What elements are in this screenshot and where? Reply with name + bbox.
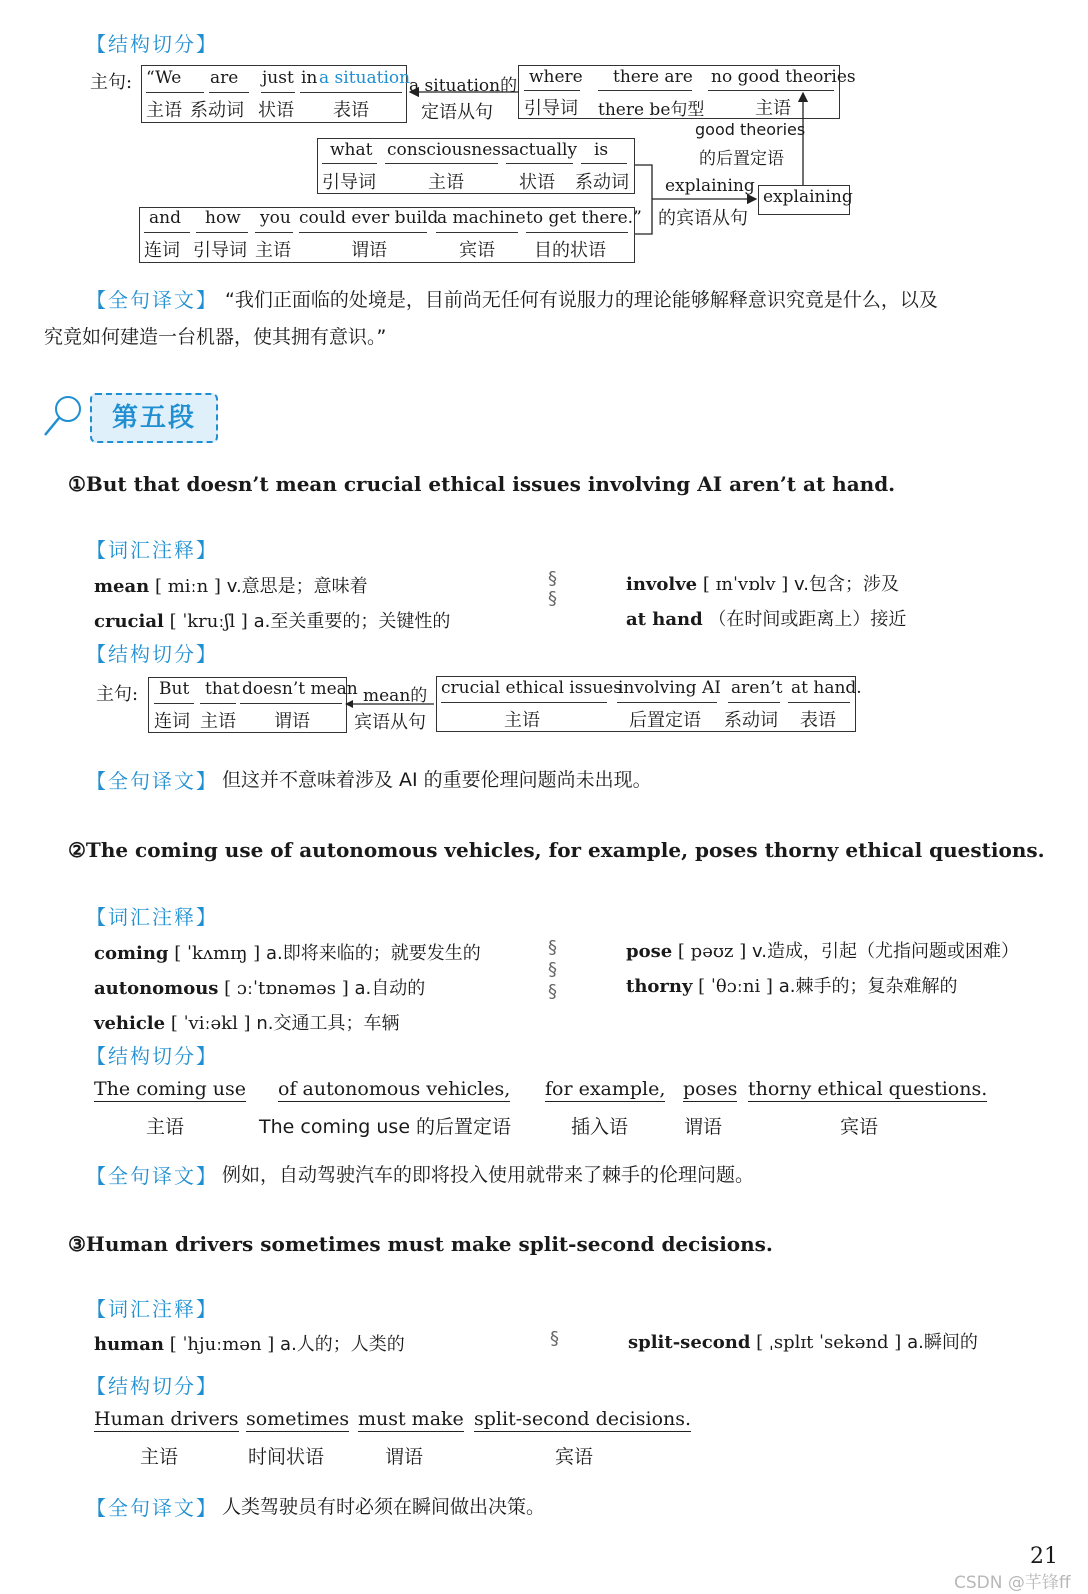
label-subject: 主语: [428, 172, 464, 193]
word-crucial-ethical-issues: crucial ethical issues: [441, 678, 622, 698]
part-label: 主语: [146, 1116, 185, 1138]
label-predicative: 表语: [333, 100, 369, 121]
word-and: and: [149, 208, 181, 228]
vocab-def: v.造成，引起（尤指问题或困难）: [751, 941, 1019, 962]
label-purpose-adverbial: 目的状语: [534, 240, 606, 261]
vocab-item: [94, 1009, 399, 1035]
vocab-item: [626, 937, 1019, 963]
label-conjunction: 连词: [154, 711, 190, 732]
translation-label: 【全句译文】: [86, 288, 218, 312]
vocab-word: at hand: [626, 609, 703, 630]
vocab-ipa: [ miːn ]: [154, 576, 221, 597]
word-a-situation: a situation: [319, 68, 411, 88]
underline: [200, 703, 236, 704]
part-text: for example,: [545, 1078, 666, 1100]
vocab-ipa: [ ˈkruːʃl ]: [169, 611, 248, 632]
vocab-ipa: [ ɪnˈvɒlv ]: [702, 574, 789, 595]
underline: [617, 702, 717, 703]
word-just: just: [262, 68, 294, 88]
part-text: sometimes: [246, 1408, 350, 1430]
vocab-def: v.意思是；意味着: [226, 576, 368, 597]
part-text: thorny ethical questions.: [748, 1078, 988, 1100]
section-title: 第五段: [90, 393, 218, 443]
obj-clause-word: mean的: [363, 686, 428, 706]
label-adverbial: 状语: [519, 172, 555, 193]
label-there-be: there be句型: [598, 100, 705, 120]
vocab-word: coming: [94, 943, 169, 964]
sentence-1: ①But that doesn’t mean crucial ethical issues involving AI aren’t at hand.: [68, 472, 896, 496]
word-at-hand: at hand.: [791, 678, 862, 698]
vocab-ipa: [ ˌsplɪt ˈsekənd ]: [756, 1332, 902, 1353]
underline: [240, 703, 342, 704]
vocab-def: v.包含；涉及: [794, 574, 899, 595]
vocab-item: [94, 939, 481, 965]
underline: [788, 702, 850, 703]
main-clause-label: 主句:: [96, 684, 139, 705]
vocab-word: involve: [626, 574, 698, 595]
part-text: split-second decisions.: [474, 1408, 692, 1430]
word-to-get-there: to get there.”: [526, 208, 642, 228]
vocab-ipa: [ ˈhjuːmən ]: [169, 1334, 275, 1355]
translation: 人类驾驶员有时必须在瞬间做出决策。: [222, 1496, 546, 1518]
underline: [154, 703, 194, 704]
magnifier-icon: [42, 393, 84, 439]
vocab-item: [94, 572, 368, 598]
structure-connectors: [0, 0, 1088, 280]
attr-clause-label: 定语从句: [421, 102, 493, 123]
translation-label: 【全句译文】: [86, 1496, 218, 1520]
vocab-item: [628, 1328, 978, 1354]
vocab-def: a.人的；人类的: [280, 1334, 405, 1355]
word-that: that: [205, 679, 240, 699]
label-predicate: 谓语: [351, 240, 387, 261]
vocab-def: a.棘手的；复杂难解的: [778, 976, 958, 997]
vocab-item: [94, 1330, 405, 1356]
word-arent: aren’t: [731, 678, 783, 698]
label-predicate: 谓语: [274, 711, 310, 732]
vocab-def: a.自动的: [354, 978, 426, 999]
translation-line-1: “我们正面临的处境是，目前尚无任何有说服力的理论能够解释意识究竟是什么，以及: [225, 289, 938, 311]
vocab-def: a.至关重要的；关键性的: [253, 611, 451, 632]
vocab-word: human: [94, 1334, 164, 1355]
part-label: 主语: [140, 1446, 179, 1468]
part-label: 时间状语: [248, 1446, 325, 1468]
word-are: are: [210, 68, 239, 88]
watermark: CSDN @芊锋ff: [954, 1573, 1071, 1593]
structure-label: 【结构切分】: [86, 642, 218, 666]
word-involving-ai: involving AI: [618, 678, 721, 698]
vocab-word: pose: [626, 941, 673, 962]
part-label: 谓语: [385, 1446, 424, 1468]
word-but: But: [159, 679, 190, 699]
underline: [728, 702, 780, 703]
label-subject: 主语: [755, 98, 791, 119]
part-label: The coming use 的后置定语: [259, 1116, 512, 1138]
main-clause-label: 主句:: [90, 72, 133, 93]
vocab-def: （在时间或距离上）接近: [708, 609, 907, 630]
vocab-def: n.交通工具；车辆: [256, 1013, 400, 1034]
label-linking-verb: 系动词: [575, 172, 629, 193]
vocab-ipa: [ pəʊz ]: [677, 941, 747, 962]
obj-clause-label: 宾语从句: [354, 712, 426, 733]
part-text: must make: [358, 1408, 464, 1430]
vocab-ipa: [ ˈθɔːni ]: [698, 976, 773, 997]
label-adverbial: 状语: [258, 100, 294, 121]
vocab-label: 【词汇注释】: [86, 1297, 218, 1321]
label-subject: 主语: [255, 240, 291, 261]
vocab-item: [94, 607, 450, 633]
sentence-2: ②The coming use of autonomous vehicles, for example, poses thorny ethical questions.: [68, 838, 1045, 862]
part-label: 宾语: [840, 1116, 879, 1138]
vocab-ipa: [ ɔːˈtɒnəməs ]: [224, 978, 349, 999]
label-subject: 主语: [200, 711, 236, 732]
separator-icon: § § §: [548, 937, 557, 1002]
label-postpositive: 后置定语: [629, 710, 701, 731]
word-in: in: [301, 68, 318, 88]
word-no-good-theories: no good theories: [711, 67, 856, 87]
part-text: The coming use: [94, 1078, 247, 1100]
word-you: you: [260, 208, 291, 228]
separator-icon: § §: [548, 568, 557, 609]
word-we: “We: [146, 68, 182, 88]
label-conjunction: 连词: [144, 240, 180, 261]
separator-icon: §: [550, 1328, 559, 1349]
label-predicative: 表语: [800, 710, 836, 731]
object-clause-label: 的宾语从句: [658, 208, 748, 229]
postposition-label: 的后置定语: [699, 149, 784, 169]
arrow-icon: [345, 698, 435, 710]
vocab-item: [626, 605, 906, 631]
label-linking-verb: 系动词: [724, 710, 778, 731]
word-consciousness: consciousness: [387, 140, 510, 160]
label-linking-verb: 系动词: [190, 100, 244, 121]
vocab-def: a.即将来临的；就要发生的: [265, 943, 481, 964]
word-how: how: [205, 208, 241, 228]
word-could-ever-build: could ever build: [299, 208, 439, 228]
vocab-word: crucial: [94, 611, 164, 632]
vocab-word: thorny: [626, 976, 693, 997]
postposition-word: good theories: [695, 120, 806, 139]
translation-label: 【全句译文】: [86, 769, 218, 793]
vocab-item: [626, 972, 957, 998]
part-label: 宾语: [555, 1446, 594, 1468]
part-text: poses: [683, 1078, 738, 1100]
part-text: Human drivers: [94, 1408, 239, 1430]
word-where: where: [529, 67, 583, 87]
vocab-word: mean: [94, 576, 150, 597]
structure-label: 【结构切分】: [86, 32, 218, 56]
structure-label: 【结构切分】: [86, 1374, 218, 1398]
label-object: 宾语: [459, 240, 495, 261]
word-actually: actually: [509, 140, 578, 160]
vocab-label: 【词汇注释】: [86, 905, 218, 929]
label-introducer: 引导词: [524, 98, 578, 119]
vocab-ipa: [ ˈviːəkl ]: [170, 1013, 251, 1034]
translation-line-2: 究竟如何建造一台机器，使其拥有意识。”: [44, 326, 387, 348]
part-label: 谓语: [684, 1116, 723, 1138]
vocab-ipa: [ ˈkʌmɪŋ ]: [174, 943, 261, 964]
explaining-word: explaining: [665, 176, 755, 196]
part-label: 插入语: [571, 1116, 629, 1138]
label-subject: 主语: [146, 100, 182, 121]
word-doesnt-mean: doesn’t mean: [242, 679, 358, 699]
label-introducer: 引导词: [322, 172, 376, 193]
word-there-are: there are: [613, 67, 693, 87]
structure-label: 【结构切分】: [86, 1044, 218, 1068]
vocab-word: autonomous: [94, 978, 219, 999]
translation: 例如，自动驾驶汽车的即将投入使用就带来了棘手的伦理问题。: [222, 1164, 755, 1186]
label-subject: 主语: [504, 710, 540, 731]
vocab-item: [94, 974, 425, 1000]
translation-label: 【全句译文】: [86, 1164, 218, 1188]
page-number: 21: [1030, 1544, 1058, 1569]
attr-clause-word: a situation的: [409, 76, 518, 96]
vocab-word: split-second: [628, 1332, 751, 1353]
word-is: is: [594, 140, 609, 160]
word-a-machine: a machine: [437, 208, 526, 228]
vocab-def: a.瞬间的: [907, 1332, 978, 1353]
underline: [441, 702, 607, 703]
sentence-3: ③Human drivers sometimes must make split-second decisions.: [68, 1232, 773, 1256]
label-introducer: 引导词: [193, 240, 247, 261]
part-text: of autonomous vehicles,: [278, 1078, 511, 1100]
translation: 但这并不意味着涉及 AI 的重要伦理问题尚未出现。: [222, 769, 652, 791]
vocab-word: vehicle: [94, 1013, 166, 1034]
explaining-box-word: explaining: [763, 187, 853, 207]
vocab-label: 【词汇注释】: [86, 538, 218, 562]
word-what: what: [330, 140, 373, 160]
vocab-item: [626, 570, 899, 596]
